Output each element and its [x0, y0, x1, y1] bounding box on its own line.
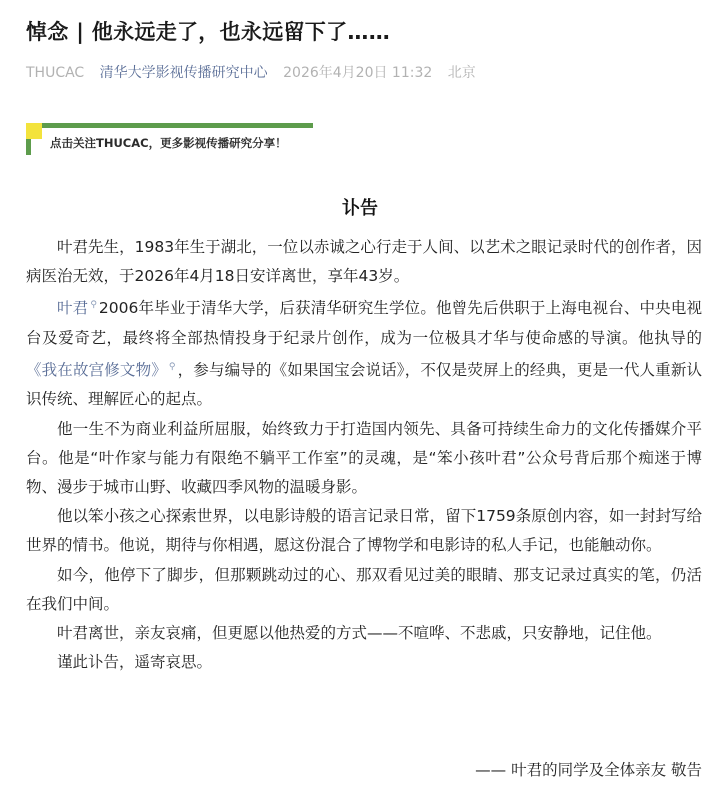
article-body: [26, 233, 702, 677]
article-meta: [26, 62, 487, 82]
paragraph: 叶君 ⚲ 2006年毕业于清华大学，后获清华研究生学位。他曾先后供职于上海电视台、中央电视台及爱奇艺，最终将全部热情投身于纪录片创作，成为一位极具才华与使命感的导演。他执导的《我在故宫修文物》 ⚲ ，参与编导的《如果国宝会说话》，不仅是荧屏上的经典，更是一代人重新认识传统、理解匠心的起点。: [26, 299, 702, 409]
obituary-heading: 讣告: [342, 198, 378, 219]
account-name-link[interactable]: 清华大学影视传播研究中心: [99, 65, 268, 81]
banner-green-bar: [42, 123, 313, 128]
author: THUCAC: [26, 65, 85, 81]
banner-green-side: [26, 139, 31, 155]
search-icon[interactable]: ⚲: [90, 300, 97, 311]
paragraph: 如今，他停下了脚步，但那颗跳动过的心、那双看见过美的眼睛、那支记录过真实的笔，仍活在我们中间。: [26, 565, 702, 613]
paragraph: 叶君先生，1983年生于湖北，一位以赤诚之心行走于人间、以艺术之眼记录时代的创作者，因病医治无效，于2026年4月18日安详离世，享年43岁。: [26, 238, 702, 286]
follow-banner-text: 点击关注THUCAC，更多影视传播研究分享！: [50, 136, 287, 150]
publish-datetime: 2026年4月20日 11:32: [283, 65, 433, 81]
publish-location: 北京: [447, 65, 476, 81]
follow-banner: [26, 123, 313, 155]
paragraph: 叶君离世，亲友哀痛，但更愿以他热爱的方式——不喧哗、不悲戚，只安静地，记住他。: [57, 623, 662, 642]
search-icon[interactable]: ⚲: [168, 361, 176, 372]
documentary-search-link[interactable]: 《我在故宫修文物》: [26, 361, 167, 380]
article-title: 悼念 | 他永远走了，也永远留下了……: [26, 20, 390, 44]
paragraph: 他以笨小孩之心探索世界，以电影诗般的语言记录日常，留下1759条原创内容，如一封封写给世界的情书。他说，期待与你相遇，愿这份混合了博物学和电影诗的私人手记，也能触动你。: [26, 507, 702, 555]
paragraph: 他一生不为商业利益所屈服，始终致力于打造国内领先、具备可持续生命力的文化传播媒介平台。他是“叶作家与能力有限绝不躺平工作室”的灵魂，是“笨小孩叶君”公众号背后那个痴迷于博物、漫步于城市山野、收藏四季风物的温暖身影。: [26, 419, 702, 496]
banner-yellow-square: [26, 123, 42, 139]
paragraph: 谨此讣告，遥寄哀思。: [57, 653, 213, 672]
signature: —— 叶君的同学及全体亲友 敬告: [475, 761, 702, 779]
name-search-link[interactable]: 叶君: [57, 299, 89, 318]
